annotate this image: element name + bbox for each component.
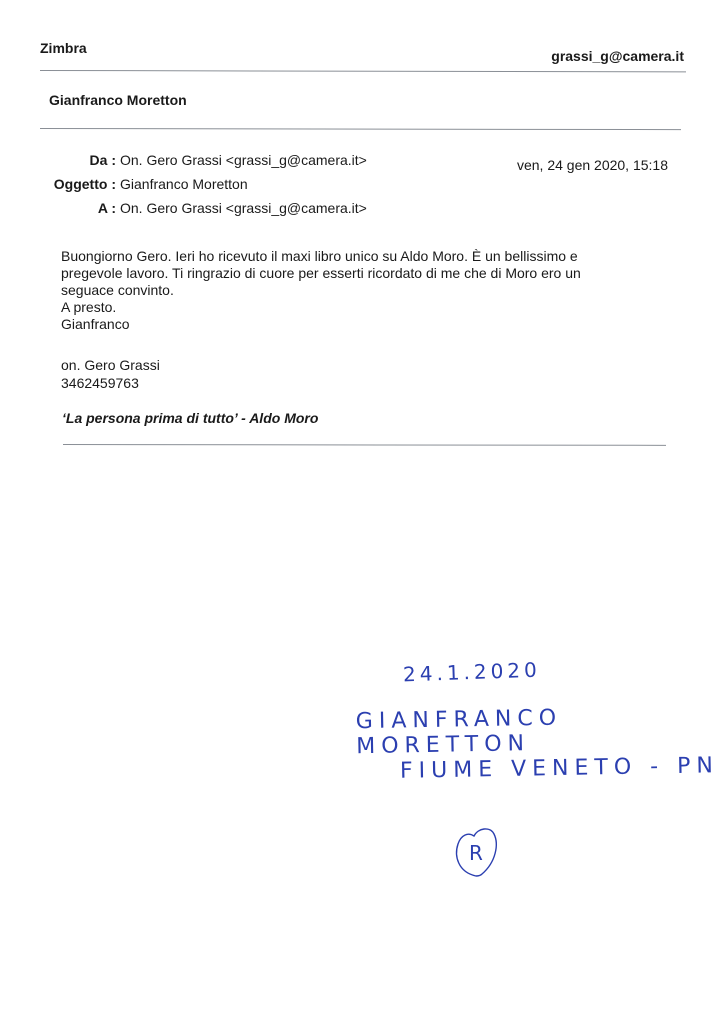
message-body: Buongiorno Gero. Ieri ho ricevuto il maxi libro unico su Aldo Moro. È un bellissimo e pregevole lavoro. Ti ringrazio di cuore per esserti ricordato di me che di Moro ero un seguace convinto. A presto. Gianfranco (61, 248, 581, 332)
account-email: grassi_g@camera.it (551, 48, 684, 64)
message-title: Gianfranco Moretton (49, 92, 187, 108)
handwritten-place: FIUME VENETO - PN (399, 753, 720, 784)
handwritten-seal-icon (452, 826, 500, 878)
to-label: A : (97, 200, 116, 216)
from-value: On. Gero Grassi <grassi_g@camera.it> (120, 152, 367, 168)
from-label: Da : (89, 152, 116, 168)
to-value: On. Gero Grassi <grassi_g@camera.it> (120, 200, 367, 216)
signature-quote: ‘La persona prima di tutto’ - Aldo Moro (62, 410, 319, 426)
handwritten-date: 24.1.2020 (402, 657, 542, 687)
seal-letter: R (469, 841, 483, 865)
message-date: ven, 24 gen 2020, 15:18 (516, 157, 668, 173)
signature-phone: 3462459763 (61, 375, 139, 391)
header-divider (40, 70, 686, 72)
subject-label: Oggetto : (53, 176, 116, 192)
handwritten-name: GIANFRANCO MORETTON (355, 705, 563, 760)
subject-value: Gianfranco Moretton (120, 176, 248, 192)
signature-name: on. Gero Grassi (61, 357, 160, 373)
title-divider (40, 128, 681, 130)
app-name: Zimbra (40, 40, 87, 56)
footer-divider (63, 444, 666, 446)
